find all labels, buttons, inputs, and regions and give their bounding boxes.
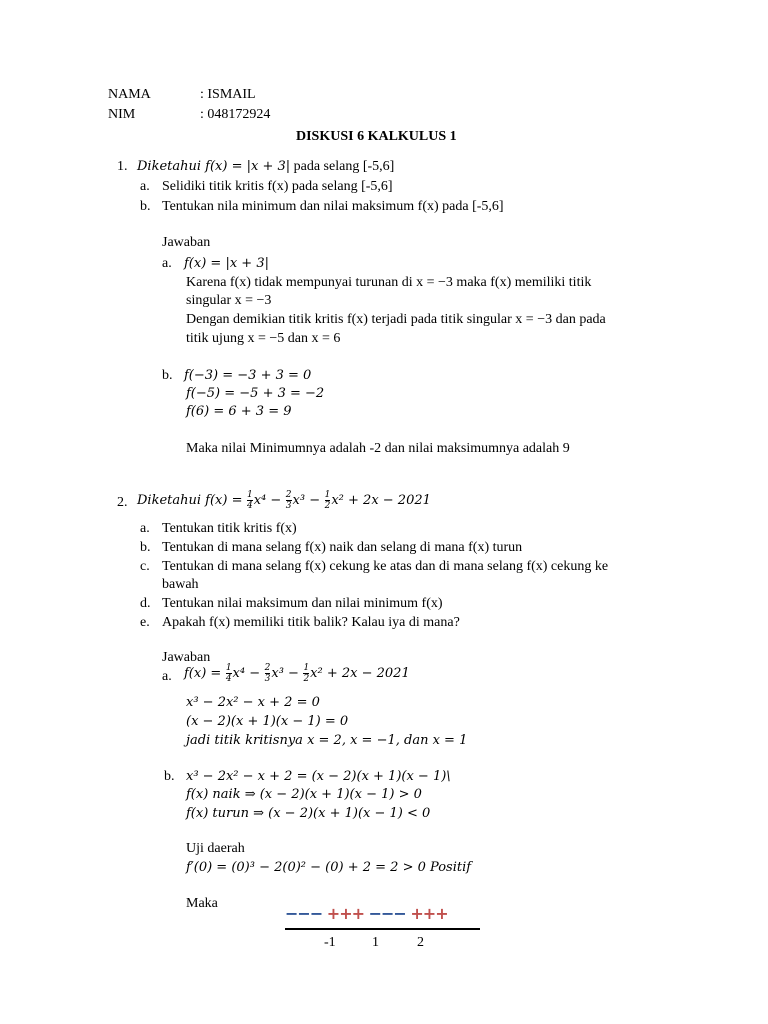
- sign-chart: [285, 904, 448, 923]
- q2-ans-frac-2: [265, 663, 271, 684]
- q1-function: Diketahui f(x) = |x + 3|: [137, 159, 291, 174]
- q1-conclusion: Maka nilai Minimumnya adalah -2 dan nilai maksimumnya adalah 9: [186, 441, 570, 456]
- q2-c-label: c.: [140, 559, 150, 574]
- q1-b-text: Tentukan nila minimum dan nilai maksimum f(x) pada [-5,6]: [162, 199, 504, 214]
- q2-ans-b-3: f(x) turun ⇒ (x − 2)(x + 1)(x − 1) < 0: [186, 806, 431, 821]
- document-title: DISKUSI 6 KALKULUS 1: [296, 129, 457, 144]
- frac-denominator: 3: [264, 674, 271, 685]
- q2-term-2: x³ −: [292, 493, 321, 508]
- q2-ans-term-2: x³ −: [271, 666, 299, 681]
- q2-e-label: e.: [140, 615, 150, 630]
- q2-c-text-2: bawah: [162, 577, 199, 592]
- q1-a-text: Selidiki titik kritis f(x) pada selang [-5,6]: [162, 179, 393, 194]
- q2-term-3: x² + 2x − 2021: [331, 493, 431, 508]
- q2-b-label: b.: [140, 540, 151, 555]
- frac-denominator: 2: [303, 674, 310, 685]
- q2-c-text-1: Tentukan di mana selang f(x) cekung ke atas dan di mana selang f(x) cekung ke: [162, 559, 609, 574]
- q2-ans-b-label: b.: [164, 769, 175, 784]
- sign-segment-plus: +++: [326, 904, 365, 923]
- q1-ans-b-label: b.: [162, 368, 173, 383]
- frac-numerator: 2: [285, 490, 292, 501]
- q2-statement: [137, 488, 431, 514]
- q2-frac-1: [247, 490, 253, 511]
- frac-denominator: 3: [285, 501, 292, 512]
- number-line: [285, 928, 480, 930]
- nim-label: NIM: [108, 107, 136, 122]
- q1-ans-a-label: a.: [162, 256, 172, 271]
- q2-term-1: x⁴ −: [253, 493, 282, 508]
- q1-ans-a-2: Karena f(x) tidak mempunyai turunan di x = −3 maka f(x) memiliki titik: [186, 275, 592, 290]
- sign-segment-plus: +++: [410, 904, 448, 923]
- q1-ans-b-2: f(−5) = −5 + 3 = −2: [186, 386, 325, 401]
- q2-ans-a-4: jadi titik kritisnya x = 2, x = −1, dan x = 1: [186, 733, 468, 748]
- nim-value: : 048172924: [200, 107, 271, 122]
- nama-label: NAMA: [108, 87, 151, 102]
- tick-label: -1: [324, 935, 336, 950]
- q2-uji-equation: f′(0) = (0)³ − 2(0)² − (0) + 2 = 2 > 0 Positif: [186, 860, 472, 875]
- q2-b-text: Tentukan di mana selang f(x) naik dan selang di mana f(x) turun: [162, 540, 523, 555]
- q2-ans-a-function: [184, 661, 410, 687]
- q2-frac-2: [286, 490, 292, 511]
- q1-interval: pada selang [-5,6]: [293, 159, 395, 174]
- q1-statement: [137, 158, 394, 176]
- q2-ans-a-pre: f(x) =: [184, 666, 222, 681]
- q2-ans-a-label: a.: [162, 669, 172, 684]
- q2-a-label: a.: [140, 521, 150, 536]
- frac-denominator: 4: [246, 501, 253, 512]
- q2-ans-b-1: x³ − 2x² − x + 2 = (x − 2)(x + 1)(x − 1)\: [186, 769, 451, 784]
- frac-numerator: 1: [225, 663, 232, 674]
- q1-number: 1.: [117, 159, 128, 174]
- frac-denominator: 4: [225, 674, 232, 685]
- q1-ans-b-3: f(6) = 6 + 3 = 9: [186, 404, 292, 419]
- frac-numerator: 1: [303, 663, 310, 674]
- q2-ans-b-2: f(x) naik ⇒ (x − 2)(x + 1)(x − 1) > 0: [186, 787, 422, 802]
- q1-ans-a-3: singular x = −3: [186, 293, 272, 308]
- q1-a-label: a.: [140, 179, 150, 194]
- q2-e-text: Apakah f(x) memiliki titik balik? Kalau iya di mana?: [162, 615, 460, 630]
- tick-label: 1: [372, 935, 379, 950]
- tick-label: 2: [417, 935, 424, 950]
- q2-a-text: Tentukan titik kritis f(x): [162, 521, 297, 536]
- q2-d-text: Tentukan nilai maksimum dan nilai minimum f(x): [162, 596, 443, 611]
- q2-maka: Maka: [186, 896, 218, 911]
- q2-ans-a-3: (x − 2)(x + 1)(x − 1) = 0: [186, 714, 349, 729]
- q1-ans-a-5: titik ujung x = −5 dan x = 6: [186, 331, 341, 346]
- q1-b-label: b.: [140, 199, 151, 214]
- sign-segment-minus: −−−: [368, 904, 406, 923]
- q2-ans-term-1: x⁴ −: [232, 666, 261, 681]
- frac-numerator: 1: [324, 490, 331, 501]
- frac-numerator: 1: [246, 490, 253, 501]
- q1-ans-b-1: f(−3) = −3 + 3 = 0: [184, 368, 312, 383]
- q2-ans-frac-3: [303, 663, 309, 684]
- q1-jawaban: Jawaban: [162, 235, 211, 250]
- sign-segment-minus: −−−: [285, 904, 323, 923]
- q2-ans-frac-1: [226, 663, 232, 684]
- q2-d-label: d.: [140, 596, 151, 611]
- q2-jawaban: Jawaban: [162, 650, 211, 665]
- nama-value: : ISMAIL: [200, 87, 256, 102]
- q2-stmt-pre: Diketahui f(x) =: [137, 493, 243, 508]
- q2-ans-a-2: x³ − 2x² − x + 2 = 0: [186, 695, 320, 710]
- q2-uji-daerah: Uji daerah: [186, 841, 245, 856]
- q2-number: 2.: [117, 495, 128, 510]
- q1-ans-a-1: f(x) = |x + 3|: [184, 256, 269, 271]
- q2-frac-3: [325, 490, 331, 511]
- q1-ans-a-4: Dengan demikian titik kritis f(x) terjadi pada titik singular x = −3 dan pada: [186, 312, 606, 327]
- frac-numerator: 2: [264, 663, 271, 674]
- q2-ans-term-3: x² + 2x − 2021: [310, 666, 410, 681]
- frac-denominator: 2: [324, 501, 331, 512]
